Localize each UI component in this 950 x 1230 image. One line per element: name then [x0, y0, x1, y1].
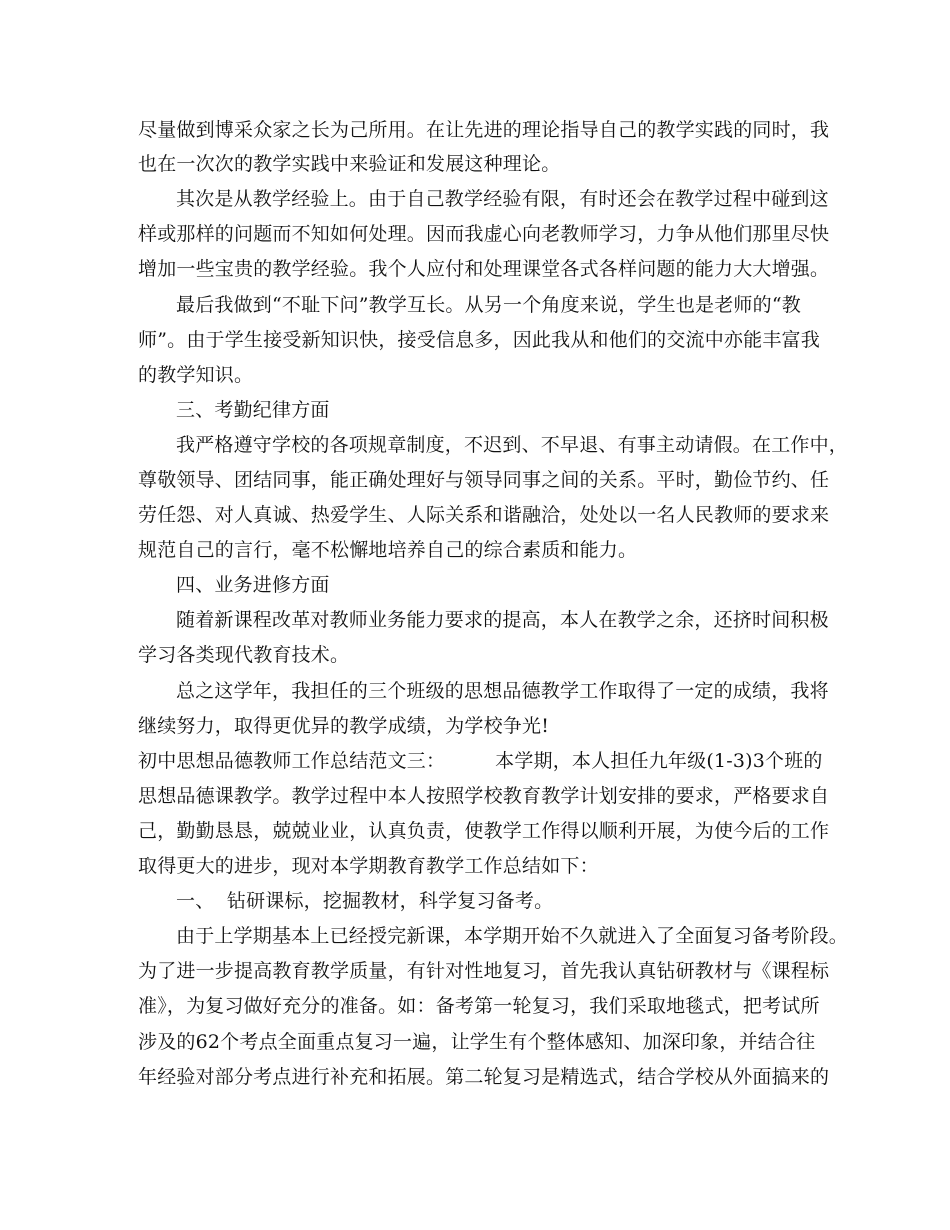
text-line: 继续努力，取得更优异的教学成绩，为学校争光!: [138, 715, 550, 737]
text-line: 规范自己的言行，毫不松懈地培养自己的综合素质和能力。: [138, 539, 638, 561]
text-line: 己，勤勤恳恳，兢兢业业，认真负责，使教学工作得以顺利开展，为使今后的工作: [138, 820, 830, 842]
text-line: 思想品德课教学。教学过程中本人按照学校教育教学计划安排的要求，严格要求自: [138, 785, 830, 807]
text-line: 也在一次次的教学实践中来验证和发展这种理论。: [138, 153, 561, 175]
text-line: 样或那样的问题而不知如何处理。因而我虚心向老教师学习，力争从他们那里尽快: [138, 223, 830, 245]
text-line: 我严格遵守学校的各项规章制度，不迟到、不早退、有事主动请假。在工作中，: [176, 434, 849, 456]
article-title-line: 初中思想品德教师工作总结范文三： 本学期，本人担任九年级(1-3)3个班的: [138, 750, 823, 772]
text-line: 涉及的62个考点全面重点复习一遍，让学生有个整体感知、加深印象，并结合往: [138, 1031, 816, 1053]
text-line: 为了进一步提高教育教学质量，有针对性地复习，首先我认真钻研教材与《课程标: [138, 960, 830, 982]
text-line: 准》，为复习做好充分的准备。如：备考第一轮复习，我们采取地毯式，把考试所: [138, 995, 820, 1017]
text-line: 增加一些宝贵的教学经验。我个人应付和处理课堂各式各样问题的能力大大增强。: [138, 258, 830, 280]
text-line: 劳任怨、对人真诚、热爱学生、人际关系和谐融洽，处处以一名人民教师的要求来: [138, 504, 830, 526]
text-line: 尽量做到博采众家之长为己所用。在让先进的理论指导自己的教学实践的同时，我: [138, 119, 830, 141]
text-line: 其次是从教学经验上。由于自己教学经验有限，有时还会在教学过程中碰到这: [176, 188, 829, 210]
text-line: 随着新课程改革对教师业务能力要求的提高，本人在教学之余，还挤时间积极: [176, 609, 829, 631]
text-line: 的教学知识。: [138, 364, 254, 386]
text-line: 尊敬领导、团结同事，能正确处理好与领导同事之间的关系。平时，勤俭节约、任: [138, 469, 830, 491]
text-line: 最后我做到“不耻下问”教学互长。从另一个角度来说，学生也是老师的“教: [176, 294, 801, 316]
text-line: 师”。由于学生接受新知识快，接受信息多，因此我从和他们的交流中亦能丰富我: [138, 329, 820, 351]
text-line: 总之这学年，我担任的三个班级的思想品德教学工作取得了一定的成绩，我将: [176, 680, 829, 702]
section-heading: 一、 钻研课标，挖掘教材，科学复习备考。: [176, 890, 554, 912]
text-line: 取得更大的进步，现对本学期教育教学工作总结如下：: [138, 855, 599, 877]
text-line: 年经验对部分考点进行补充和拓展。第二轮复习是精选式，结合学校从外面搞来的: [138, 1066, 830, 1088]
text-line: 学习各类现代教育技术。: [138, 644, 350, 666]
section-heading: 四、业务进修方面: [176, 574, 330, 596]
text-line: 由于上学期基本上已经授完新课，本学期开始不久就进入了全面复习备考阶段。: [176, 925, 849, 947]
section-heading: 三、考勤纪律方面: [176, 399, 330, 421]
